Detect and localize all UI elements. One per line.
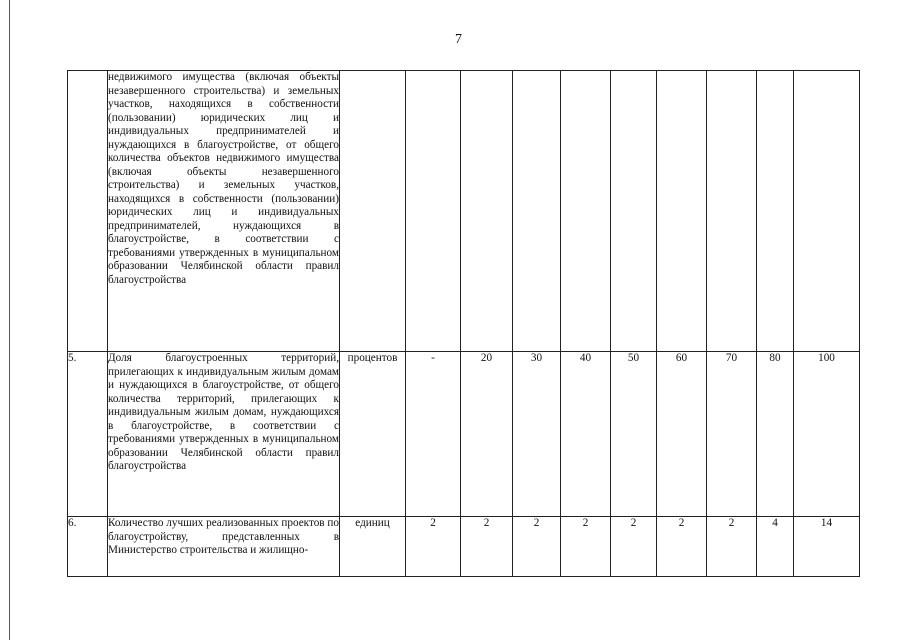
table-row	[68, 71, 860, 352]
value-cell: 2	[657, 517, 707, 577]
value-cell: 2	[611, 517, 657, 577]
value-cell: 2	[561, 517, 611, 577]
value-cell: 2	[707, 517, 757, 577]
value-cell	[561, 71, 611, 352]
unit-cell	[340, 71, 406, 352]
value-cell: 80	[757, 352, 794, 517]
unit-cell: единиц	[340, 517, 406, 577]
value-cell: 100	[794, 352, 860, 517]
indicator-description: недвижимого имущества (включая объекты незавершенного строительства) и земельных участков, находящихся в собственности (пользовании) юридических лиц и индивидуальных предпринимателей и нуждающихся в благоустройстве, от общего количества объектов недвижимого имущества (включая объекты незавершенного строительства) и земельных участков, находящихся в собственности (пользовании) юридических лиц и индивидуальных предпринимателей, нуждающихся в благоустройстве, в соответствии с требованиями утвержденных в муниципальном образовании Челябинской области правил благоустройства	[108, 71, 340, 352]
value-cell: 4	[757, 517, 794, 577]
value-cell: 2	[461, 517, 513, 577]
row-number: 6.	[68, 517, 108, 577]
value-cell	[611, 71, 657, 352]
table-row	[68, 517, 860, 577]
value-cell	[513, 71, 561, 352]
value-cell: 50	[611, 352, 657, 517]
value-cell: 60	[657, 352, 707, 517]
value-cell	[794, 71, 860, 352]
indicator-description: Количество лучших реализованных проектов по благоустройству, представленных в Министерство строительства и жилищно-	[108, 517, 340, 577]
value-cell	[757, 71, 794, 352]
row-number	[68, 71, 108, 352]
value-cell	[707, 71, 757, 352]
value-cell: 30	[513, 352, 561, 517]
value-cell	[657, 71, 707, 352]
table-row	[68, 352, 860, 517]
value-cell: 20	[461, 352, 513, 517]
unit-cell: процентов	[340, 352, 406, 517]
page-number: 7	[455, 32, 462, 47]
value-cell	[461, 71, 513, 352]
value-cell: 2	[406, 517, 461, 577]
indicator-description: Доля благоустроенных территорий, прилегающих к индивидуальным жилым домам и нуждающихся в благоустройстве, от общего количества территорий, прилегающих к индивидуальным жилым домам, нуждающихся в благоустройстве, в соответствии с требованиями утвержденных в муниципальном образовании Челябинской области правил благоустройства	[108, 352, 340, 517]
value-cell: -	[406, 352, 461, 517]
value-cell: 14	[794, 517, 860, 577]
indicators-table	[67, 70, 860, 577]
page-left-border	[9, 0, 10, 640]
value-cell: 40	[561, 352, 611, 517]
row-number: 5.	[68, 352, 108, 517]
value-cell	[406, 71, 461, 352]
value-cell: 2	[513, 517, 561, 577]
value-cell: 70	[707, 352, 757, 517]
